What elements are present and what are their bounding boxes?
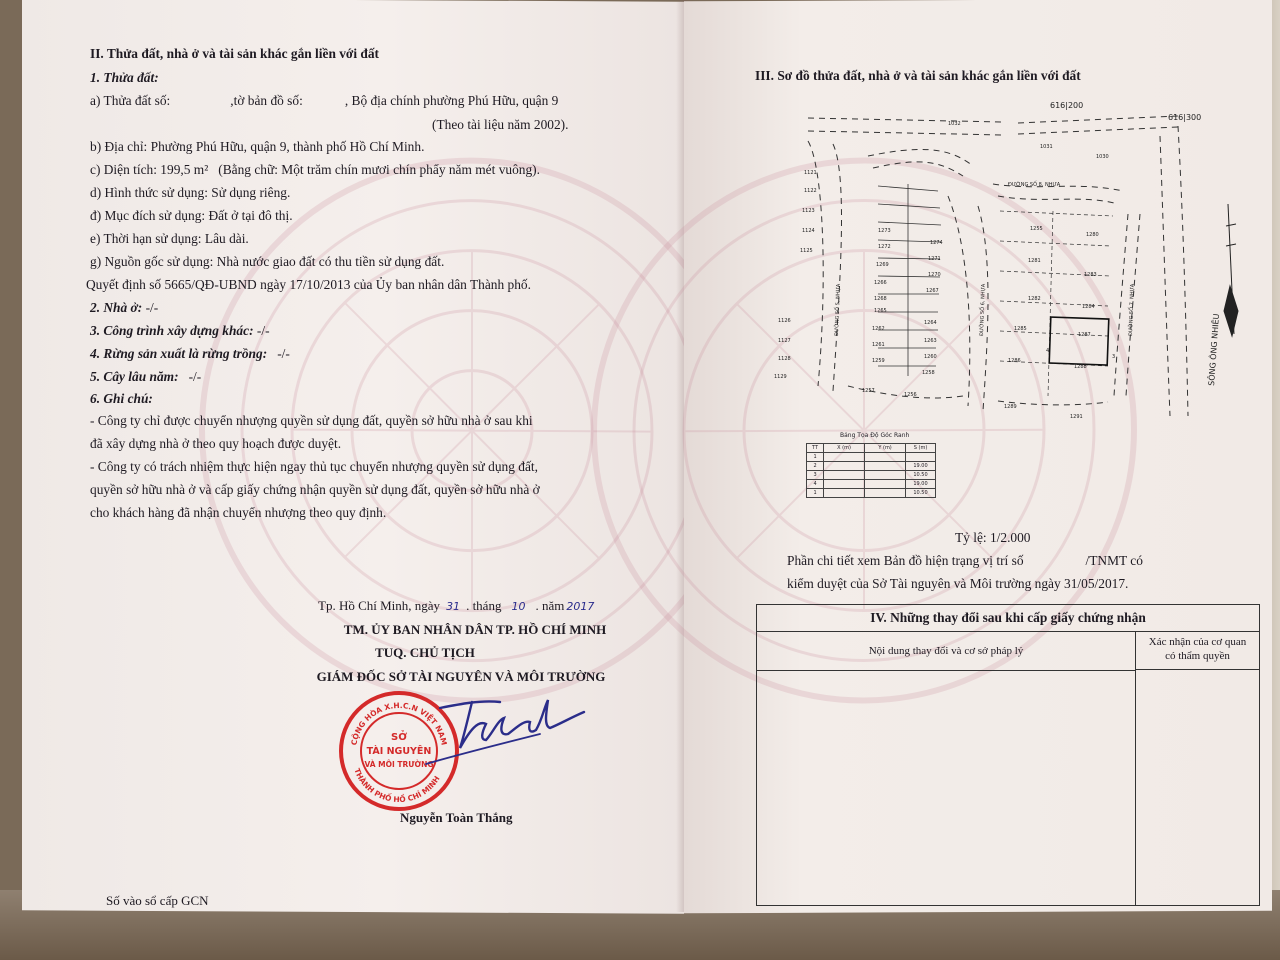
signature [420, 690, 600, 770]
parcel-number: 1123 [802, 208, 815, 214]
date-month-label: . tháng [466, 598, 502, 613]
coord-s: 10.50 [906, 471, 936, 480]
parcel-number: 1289 [1004, 404, 1017, 410]
construction-value: -/- [256, 323, 270, 338]
section4-title: IV. Những thay đổi sau khi cấp giấy chứng nhận [757, 605, 1259, 632]
use-form-line [90, 185, 290, 201]
area-line [90, 162, 540, 178]
coord-s: 19.00 [906, 462, 936, 471]
coord-header: Y (m) [865, 444, 906, 453]
purpose-value: Đất ở tại đô thị. [208, 208, 293, 223]
parcel-number: 1126 [778, 318, 791, 324]
section3-title: III. Sơ đồ thửa đất, nhà ở và tài sản khác gắn liền với đất [755, 68, 1081, 83]
parcel-number: 1280 [1086, 232, 1099, 238]
note1-line2: đã xây dựng nhà ở theo quy hoạch được duyệt. [90, 436, 342, 451]
parcel-number: 1121 [804, 170, 817, 176]
changes-table [756, 604, 1260, 906]
purpose-label: đ) Mục đích sử dụng: [90, 208, 206, 223]
origin-label: g) Nguồn gốc sử dụng: [90, 254, 214, 269]
date-day: 31 [446, 600, 461, 613]
coord-tt: 4 [807, 480, 824, 489]
column-divider [1135, 670, 1136, 905]
detail-note [787, 553, 1143, 569]
address-label: b) Địa chỉ: [90, 139, 148, 154]
construction-heading: 3. Công trình xây dựng khác: [90, 323, 254, 338]
house-line [90, 300, 158, 316]
perennial-heading: 5. Cây lâu năm: [90, 369, 179, 384]
road-label: ĐƯỜNG SỐ 8, NHỰA [1008, 182, 1061, 188]
parcel-number: 1268 [874, 296, 887, 302]
date-prefix: Tp. Hồ Chí Minh, ngày [318, 598, 441, 613]
section-title: II. Thửa đất, nhà ở và tài sản khác gắn liền với đất [90, 46, 380, 61]
corner-number: 4 [1046, 348, 1050, 354]
stamp-ring-top: CỘNG HÒA X.H.C.N VIỆT NAM [349, 700, 449, 746]
coord-header: X (m) [824, 444, 865, 453]
sign-title: GIÁM ĐỐC SỞ TÀI NGUYÊN VÀ MÔI TRƯỜNG [316, 669, 606, 684]
coord-y [865, 480, 906, 489]
stamp-ring-bottom: THÀNH PHỐ HỒ CHÍ MINH [352, 767, 442, 805]
detail-note-line2: kiểm duyệt của Sở Tài nguyên và Môi trường ngày 31/05/2017. [787, 576, 1129, 591]
parcel-number: 1281 [1028, 258, 1041, 264]
parcel-number: 1260 [924, 354, 937, 360]
parcel-number: 1286 [1008, 358, 1021, 364]
house-heading: 2. Nhà ở: [90, 300, 143, 315]
parcel-number: 1122 [804, 188, 817, 194]
parcel-number: 1273 [878, 228, 891, 234]
note1-line1: - Công ty chỉ được chuyển nhượng quyền sử dụng đất, quyền sở hữu nhà ở sau khi [90, 413, 533, 428]
coord-tt: 3 [807, 471, 824, 480]
parcel-number: 1127 [778, 338, 791, 344]
term-line [90, 231, 249, 247]
parcel-number: 1283 [1084, 272, 1097, 278]
parcel-number: 1274 [930, 240, 943, 246]
coord-tt: 2 [807, 462, 824, 471]
purpose-line [90, 208, 293, 224]
coord-y [865, 471, 906, 480]
coord-s [906, 453, 936, 462]
redacted-map-number [303, 93, 345, 105]
cadastral-map [774, 96, 1258, 426]
parcel-number: 1032 [948, 121, 961, 127]
sign-authority: TUQ. CHỦ TỊCH [375, 645, 475, 660]
parcel-number: 1270 [928, 272, 941, 278]
area-value: 199,5 m² [160, 162, 209, 177]
origin-line [90, 254, 444, 270]
land-heading: 1. Thửa đất: [90, 70, 159, 85]
parcel-number: 1261 [872, 342, 885, 348]
parcel-number: 1128 [778, 356, 791, 362]
parcel-number: 1287 [1078, 332, 1091, 338]
coord-header: TT [807, 444, 824, 453]
perennial-value: -/- [188, 369, 202, 384]
detail-note-suffix: /TNMT có [1085, 553, 1143, 568]
parcel-number: 1271 [928, 256, 941, 262]
stamp-center-2: TÀI NGUYÊN [366, 746, 432, 757]
parcel-number: 1255 [1030, 226, 1043, 232]
redacted-plot-number [170, 93, 230, 105]
perennial-line [90, 369, 201, 385]
parcel-number: 1269 [876, 262, 889, 268]
registry-text: , Bộ địa chính phường Phú Hữu, quận 9 [344, 93, 559, 108]
map-ref-right: 616|300 [1168, 113, 1202, 122]
map-scale: Tỷ lệ: 1/2.000 [955, 530, 1031, 545]
road-label: ĐƯỜNG SỐ 7, NHỰA [1128, 283, 1136, 337]
area-words: (Bằng chữ: Một trăm chín mươi chín phẩy năm mét vuông). [218, 162, 540, 177]
note2-line2: quyền sở hữu nhà ở và cấp giấy chứng nhận quyền sử dụng đất, quyền sở hữu nhà ở [90, 482, 540, 497]
parcel-number: 1264 [924, 320, 937, 326]
corner-number: 3 [1112, 354, 1116, 360]
date-month: 10 [511, 600, 526, 613]
parcel-number: 1291 [1070, 414, 1083, 420]
term-label: e) Thời hạn sử dụng: [90, 231, 202, 246]
coord-x [824, 462, 865, 471]
map-ref-left: 616|200 [1050, 101, 1084, 110]
area-label: c) Diện tích: [90, 162, 157, 177]
coord-x [824, 480, 865, 489]
address-value: Phường Phú Hữu, quận 9, thành phố Hồ Chí Minh. [150, 139, 425, 154]
forest-value: -/- [277, 346, 290, 361]
parcel-number: 1266 [874, 280, 887, 286]
coord-table [806, 443, 936, 498]
use-form-value: Sử dụng riêng. [211, 185, 291, 200]
coord-y [865, 462, 906, 471]
table-row [807, 453, 936, 462]
col-confirm-line2: có thẩm quyền [1165, 650, 1230, 662]
sign-org: TM. ỦY BAN NHÂN DÂN TP. HỒ CHÍ MINH [343, 622, 607, 637]
map-label: ,tờ bản đồ số: [230, 93, 303, 108]
col-confirm-header [1136, 632, 1259, 670]
decision-line: Quyết định số 5665/QĐ-UBND ngày 17/10/2013 của Ủy ban nhân dân Thành phố. [86, 277, 531, 292]
parcel-number: 1284 [1082, 304, 1095, 310]
note2-line3: cho khách hàng đã nhận chuyển nhượng theo quy định. [90, 505, 387, 520]
date-year-label: . năm [535, 598, 565, 613]
parcel-number: 1285 [1014, 326, 1027, 332]
parcel-number: 1030 [1096, 154, 1109, 160]
coord-y [865, 489, 906, 498]
coord-table-header [807, 444, 936, 453]
parcel-number: 1262 [872, 326, 885, 332]
doc-note: (Theo tài liệu năm 2002). [432, 117, 569, 132]
parcel-number: 1258 [922, 370, 935, 376]
term-value: Lâu dài. [204, 231, 249, 246]
col-changes-header: Nội dung thay đổi và cơ sở pháp lý [757, 632, 1136, 671]
table-row [807, 462, 936, 471]
parcel-number: 1259 [872, 358, 885, 364]
river-label: SÔNG ÔNG NHIÊU [1207, 313, 1222, 387]
parcel-number: 1125 [800, 248, 813, 254]
plot-line [90, 93, 558, 109]
register-label: Số vào sổ cấp GCN [106, 893, 209, 908]
address-line [90, 139, 424, 155]
coord-x [824, 489, 865, 498]
parcel-number: 1124 [802, 228, 815, 234]
date-year: 2017 [566, 600, 595, 613]
parcel-number: 1263 [924, 338, 937, 344]
coord-x [824, 471, 865, 480]
origin-value: Nhà nước giao đất có thu tiền sử dụng đất. [216, 254, 445, 269]
parcel-number: 1272 [878, 244, 891, 250]
parcel-number: 1267 [926, 288, 939, 294]
use-form-label: d) Hình thức sử dụng: [90, 185, 208, 200]
parcel-number: 1031 [1040, 144, 1053, 150]
coord-tt: 1 [807, 489, 824, 498]
issue-date [318, 598, 596, 614]
coord-table-title: Bảng Tọa Độ Góc Ranh [840, 432, 910, 439]
house-value: -/- [145, 300, 159, 315]
plot-label: a) Thửa đất số: [90, 93, 171, 108]
parcel-number: 1282 [1028, 296, 1041, 302]
road-label: ĐƯỜNG SỐ 5, NHỰA [834, 283, 842, 337]
coord-s: 19.00 [906, 480, 936, 489]
coord-s: 10.50 [906, 489, 936, 498]
road-label: ĐƯỜNG SỐ 6, NHỰA [979, 283, 987, 337]
stamp-center-3: VÀ MÔI TRƯỜNG [364, 760, 434, 769]
note2-line1: - Công ty có trách nhiệm thực hiện ngay thủ tục chuyển nhượng quyền sử dụng đất, [90, 459, 538, 474]
notes-heading: 6. Ghi chú: [90, 391, 153, 406]
forest-line [90, 346, 290, 362]
table-row [807, 480, 936, 489]
parcel-number: 1256 [904, 392, 917, 398]
detail-note-prefix: Phần chi tiết xem Bản đồ hiện trạng vị trí số [787, 553, 1024, 568]
col-confirm-line1: Xác nhận của cơ quan [1148, 636, 1247, 648]
parcel-number: 1129 [774, 374, 787, 380]
parcel-number: 1265 [874, 308, 887, 314]
construction-line [90, 323, 270, 339]
coord-header: S (m) [906, 444, 936, 453]
stamp-center-1: SỞ [391, 732, 407, 743]
parcel-number: 1288 [1074, 364, 1087, 370]
table-row [807, 471, 936, 480]
forest-heading: 4. Rừng sản xuất là rừng trồng: [90, 346, 268, 361]
parcel-number: 1257 [862, 388, 875, 394]
coord-tt: 1 [807, 453, 824, 462]
coord-x [824, 453, 865, 462]
coord-y [865, 453, 906, 462]
table-row [807, 489, 936, 498]
signatory-name: Nguyễn Toàn Thắng [400, 810, 513, 825]
